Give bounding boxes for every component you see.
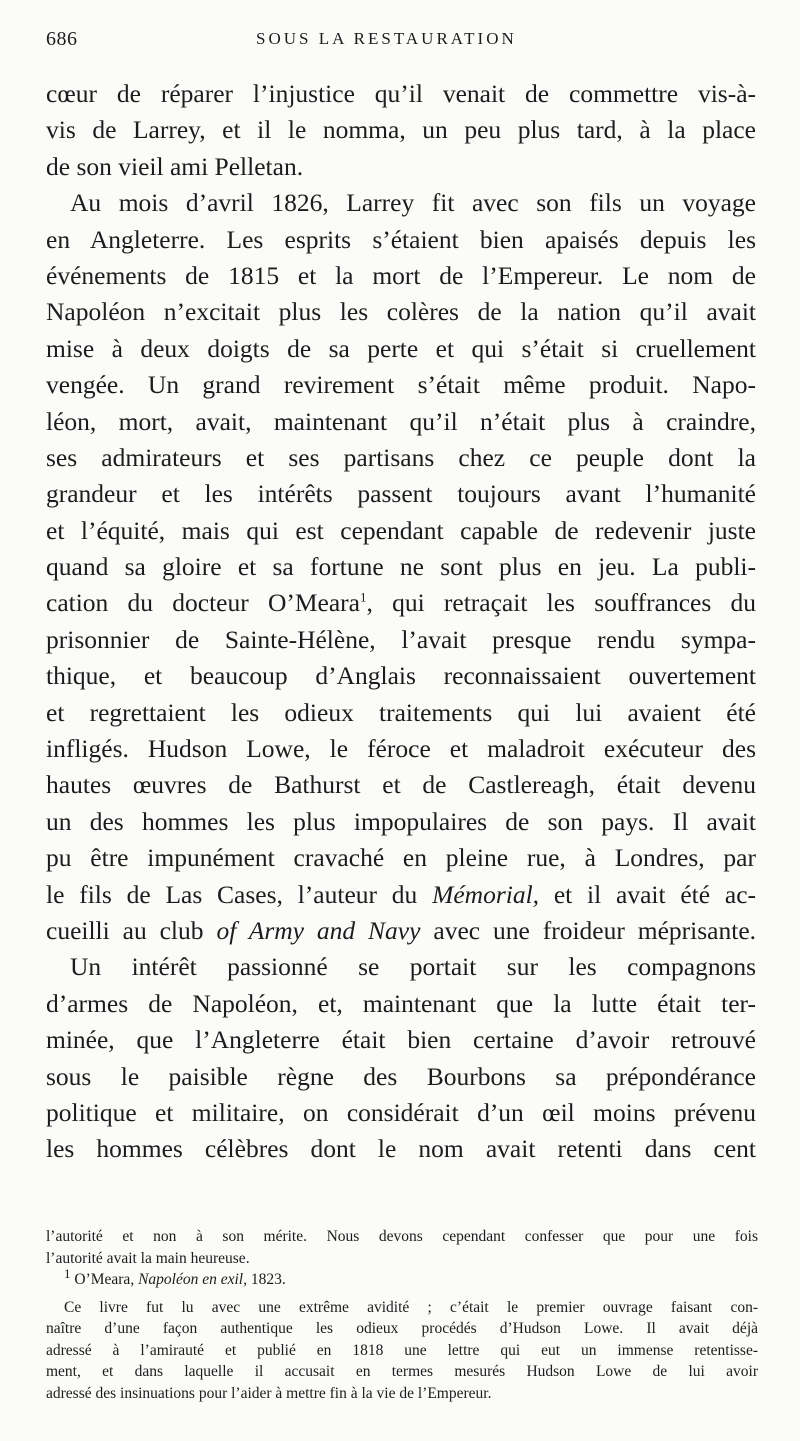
footnote-ref: 1 [359, 589, 367, 605]
footnotes [46, 1226, 758, 1404]
footnote-fragment: 1823. [250, 1271, 286, 1288]
text-line: événements de 1815 et la mort de l’Empereur. Le nom de [46, 260, 756, 290]
footnote-line: adressé à l’amirauté et publié en 1818 une lettre qui eut un immense retentisse- [46, 1341, 758, 1359]
text-line: mise à deux doigts de sa perte et qui s’était si cruellement [46, 333, 756, 363]
text-line: hautes œuvres de Bathurst et de Castlereagh, était devenu [46, 770, 756, 800]
text-fragment: , qui retraçait les souffrances du [366, 588, 756, 618]
footnote-line: ment, et dans laquelle il accusait en termes mesurés Hudson Lowe de lui avoir [46, 1363, 758, 1380]
text-fragment: et il avait été ac- [553, 879, 756, 909]
footnote-line: naître d’une façon authentique les odieux procédés d’Hudson Lowe. Il avait déjà [46, 1320, 758, 1337]
footnote-line [46, 1265, 758, 1291]
text-line: léon, mort, avait, maintenant qu’il n’était plus à craindre, [46, 406, 756, 436]
footnote-line: l’autorité avait la main heureuse. [46, 1249, 250, 1267]
main-text [46, 76, 756, 1168]
text-line: cœur de réparer l’injustice qu’il venait de commettre vis-à- [46, 79, 756, 108]
text-line: grandeur et les intérêts passent toujours avant l’humanité [46, 479, 756, 509]
text-line [46, 585, 756, 621]
text-line: de son vieil ami Pelletan. [46, 151, 304, 181]
footnote-line: Ce livre fut lu avec une extrême avidité ; c’était le premier ouvrage faisant con- [64, 1298, 758, 1316]
page-header [46, 28, 754, 62]
text-line: et l’équité, mais qui est cependant capable de redevenir juste [46, 515, 756, 545]
footnote-fragment: O’Meara, [74, 1271, 135, 1288]
text-line [46, 877, 756, 913]
text-line: vis de Larrey, et il le nomma, un peu plus tard, à la place [46, 115, 756, 145]
italic-club-name: of Army and Navy [216, 915, 421, 945]
page-number: 686 [46, 28, 78, 50]
italic-title: Mémorial, [432, 879, 540, 909]
text-line: thique, et beaucoup d’Anglais reconnaissaient ouvertement [46, 661, 756, 691]
text-line: pu être impunément cravaché en pleine rue, à Londres, par [46, 843, 756, 873]
footnote-marker: 1 [64, 1265, 71, 1281]
text-line [46, 913, 756, 949]
text-line: un des hommes les plus impopulaires de son pays. Il avait [46, 806, 756, 836]
text-line: d’armes de Napoléon, et, maintenant que la lutte était ter- [46, 988, 756, 1018]
footnote-line: adressé des insinuations pour l’aider à mettre fin à la vie de l’Empereur. [46, 1384, 492, 1402]
text-line: les hommes célèbres dont le nom avait retenti dans cent [46, 1134, 756, 1164]
text-fragment: avec une froideur méprisante. [433, 915, 757, 945]
text-fragment: le fils de Las Cases, l’auteur du [46, 879, 418, 909]
text-fragment: cueilli au club [46, 915, 204, 945]
text-line: Napoléon n’excitait plus les colères de la nation qu’il avait [46, 297, 756, 327]
text-line: politique et militaire, on considérait d’un œil moins prévenu [46, 1097, 756, 1127]
text-line: Un intérêt passionné se portait sur les compagnons [70, 952, 756, 982]
text-line: vengée. Un grand revirement s’était même produit. Napo- [46, 370, 756, 400]
text-line: infligés. Hudson Lowe, le féroce et maladroit exécuteur des [46, 734, 756, 764]
italic-title: Napoléon en exil, [138, 1271, 247, 1288]
running-title: SOUS LA RESTAURATION [256, 29, 517, 48]
footnote-line: l’autorité et non à son mérite. Nous devons cependant confesser que pour une fois [46, 1228, 758, 1245]
text-line: quand sa gloire et sa fortune ne sont plus en jeu. La publi- [46, 552, 756, 582]
text-line: sous le paisible règne des Bourbons sa prépondérance [46, 1061, 756, 1091]
text-line: Au mois d’avril 1826, Larrey fit avec son fils un voyage [70, 188, 756, 218]
text-line: et regrettaient les odieux traitements qui lui avaient été [46, 697, 756, 727]
text-line: ses admirateurs et ses partisans chez ce peuple dont la [46, 442, 756, 472]
text-line: minée, que l’Angleterre était bien certaine d’avoir retrouvé [46, 1025, 756, 1055]
text-line: en Angleterre. Les esprits s’étaient bien apaisés depuis les [46, 224, 756, 254]
text-line: prisonnier de Sainte-Hélène, l’avait presque rendu sympa- [46, 624, 756, 654]
text-fragment: cation du docteur O’Meara [46, 588, 360, 618]
